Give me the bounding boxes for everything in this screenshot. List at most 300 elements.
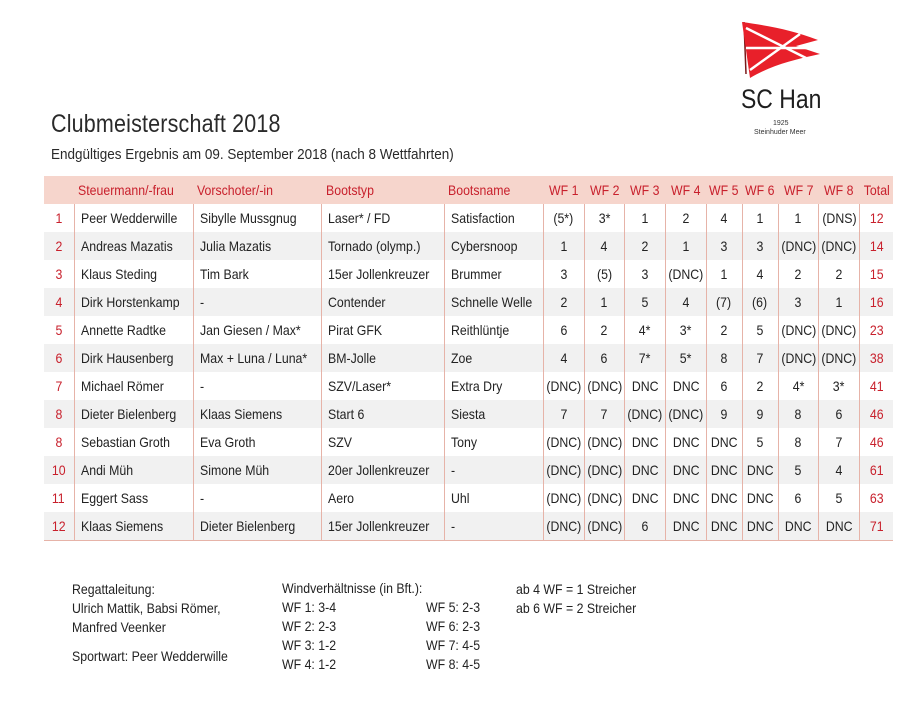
race-result-cell [706,204,742,232]
cell-text: 14 [869,238,884,254]
race-result-cell [742,232,778,260]
race-result-cell [819,428,860,456]
cell-text: DNC [710,518,738,534]
race-result-cell [778,316,819,344]
column-header [193,176,322,204]
cell-text: Michael Römer [80,378,164,394]
race-result-cell [625,344,666,372]
cell-text: Annette Radtke [80,322,166,338]
cell-text: 4 [55,294,63,310]
boat-name-cell [444,512,543,541]
race-result-cell [625,456,666,484]
table-row [44,288,893,316]
cell-text: 3 [720,238,728,254]
boat-type-cell [322,484,444,512]
cell-text: DNC [672,378,700,394]
race-result-cell [742,344,778,372]
cell-text: (6) [752,294,768,310]
cell-text: 3 [794,294,802,310]
cell-text: DNC [746,462,774,478]
table-row [44,204,893,232]
cell-text: (DNC) [586,490,622,506]
cell-text: 2 [55,238,63,254]
race-result-cell [742,512,778,541]
cell-text: 5 [756,434,764,450]
column-header [706,176,742,204]
race-result-cell [819,316,860,344]
boat-name-cell [444,372,543,400]
boat-type-cell [322,232,444,260]
cell-text: Pirat GFK [328,322,383,338]
race-result-cell [625,484,666,512]
wind-entry: WF 2: 2-3 [282,618,337,634]
crew-cell [193,372,322,400]
cell-text: - [199,490,204,506]
cell-text: 38 [869,350,884,366]
cell-text: 6 [560,322,568,338]
race-result-cell [706,316,742,344]
crew-cell [193,484,322,512]
cell-text: 7 [600,406,608,422]
race-result-cell [625,372,666,400]
race-result-cell [543,428,584,456]
race-result-cell [584,428,625,456]
cell-text: Eggert Sass [80,490,148,506]
cell-text: Klaas Siemens [80,518,163,534]
column-header-label: Total [863,182,890,198]
cell-text: Aero [328,490,355,506]
table-row [44,512,893,541]
race-result-cell [543,400,584,428]
boat-name-cell [444,260,543,288]
cell-text: Zoe [450,350,472,366]
race-result-cell [665,204,706,232]
cell-text: 3 [560,266,568,282]
total-cell [859,344,893,372]
race-result-cell [706,512,742,541]
race-result-cell [778,484,819,512]
race-result-cell [819,288,860,316]
cell-text: Sebastian Groth [80,434,170,450]
cell-text: 3* [679,322,692,338]
race-result-cell [584,232,625,260]
race-result-cell [665,232,706,260]
cell-text: (DNC) [586,518,622,534]
cell-text: 12 [869,210,884,226]
cell-text: Uhl [450,490,470,506]
column-header-label: Bootstyp [325,182,374,198]
cell-text: - [450,518,455,534]
cell-text: 16 [869,294,884,310]
race-result-cell [584,344,625,372]
cell-text: (DNC) [821,350,857,366]
table-row [44,428,893,456]
rank-cell [44,484,74,512]
cell-text: 8 [720,350,728,366]
race-result-cell [665,400,706,428]
race-result-cell [625,428,666,456]
cell-text: 2 [756,378,764,394]
boat-name-cell [444,204,543,232]
race-result-cell [665,372,706,400]
rank-cell [44,204,74,232]
cell-text: 5 [756,322,764,338]
boat-type-cell [322,512,444,541]
race-result-cell [665,512,706,541]
cell-text: (7) [716,294,732,310]
cell-text: 9 [720,406,728,422]
wind-block-right [426,598,487,674]
cell-text: 5* [679,350,692,366]
cell-text: (DNC) [780,238,816,254]
column-header [665,176,706,204]
cell-text: Eva Groth [199,434,255,450]
cell-text: Klaus Steding [80,266,157,282]
race-result-cell [584,484,625,512]
wind-entry: WF 8: 4-5 [426,656,481,672]
race-result-cell [706,288,742,316]
cell-text: (DNC) [586,434,622,450]
cell-text: DNC [631,378,659,394]
cell-text: 2 [720,322,728,338]
cell-text: Dieter Bielenberg [80,406,176,422]
race-result-cell [819,260,860,288]
cell-text: 6 [641,518,649,534]
rank-cell [44,428,74,456]
total-cell [859,512,893,541]
cell-text: SZV [328,434,353,450]
rank-cell [44,232,74,260]
crew-cell [193,428,322,456]
cell-text: Extra Dry [450,378,502,394]
race-result-cell [742,372,778,400]
cell-text: Klaas Siemens [199,406,282,422]
total-cell [859,260,893,288]
helm-cell [74,484,193,512]
cell-text: Tornado (olymp.) [328,238,421,254]
cell-text: (DNS) [821,210,857,226]
cell-text: BM-Jolle [328,350,377,366]
total-cell [859,372,893,400]
column-header [444,176,543,204]
race-result-cell [819,344,860,372]
cell-text: 8 [55,406,63,422]
sportwart-label: Sportwart: Peer Wedderwille [72,648,228,664]
table-body [44,204,893,541]
cell-text: - [450,462,455,478]
boat-type-cell [322,316,444,344]
cell-text: 5 [835,490,843,506]
race-result-cell [584,400,625,428]
cell-text: 3* [833,378,845,394]
race-result-cell [819,456,860,484]
cell-text: DNC [672,462,700,478]
column-header [625,176,666,204]
race-result-cell [742,260,778,288]
race-result-cell [819,372,860,400]
helm-cell [74,428,193,456]
total-cell [859,288,893,316]
cell-text: Siesta [450,406,485,422]
cell-text: 23 [869,322,884,338]
race-result-cell [778,456,819,484]
cell-text: DNC [710,434,738,450]
cell-text: 15 [869,266,884,282]
cell-text: 20er Jollenkreuzer [328,462,430,478]
cell-text: DNC [746,518,774,534]
rank-cell [44,344,74,372]
race-result-cell [625,316,666,344]
boat-name-cell [444,288,543,316]
column-header-label: WF 6 [745,182,775,198]
cell-text: 3 [641,266,649,282]
helm-cell [74,400,193,428]
column-header-label: Bootsname [448,182,511,198]
flag-burgee [742,22,820,78]
cell-text: Andi Müh [80,462,133,478]
helm-cell [74,288,193,316]
helm-cell [74,260,193,288]
boat-name-cell [444,232,543,260]
cell-text: (5) [596,266,612,282]
cell-text: 41 [869,378,884,394]
cell-text: 4 [756,266,764,282]
cell-text: Laser* / FD [328,210,391,226]
cell-text: Reithlüntje [450,322,509,338]
cell-text: Simone Müh [199,462,269,478]
race-result-cell [665,456,706,484]
boat-name-cell [444,316,543,344]
cell-text: Brummer [450,266,502,282]
race-result-cell [778,512,819,541]
cell-text: (DNC) [546,462,582,478]
boat-type-cell [322,260,444,288]
cell-text: 6 [600,350,608,366]
race-result-cell [543,512,584,541]
cell-text: 1 [600,294,608,310]
cell-text: 6 [794,490,802,506]
streicher-rule: ab 6 WF = 2 Streicher [516,600,637,616]
race-result-cell [819,484,860,512]
cell-text: 7 [55,378,63,394]
cell-text: 1 [835,294,843,310]
cell-text: Start 6 [328,406,365,422]
crew-cell [193,400,322,428]
cell-text: DNC [710,490,738,506]
race-result-cell [778,428,819,456]
cell-text: 61 [869,462,884,478]
race-result-cell [778,400,819,428]
cell-text: DNC [825,518,853,534]
column-header-label: WF 3 [630,182,660,198]
cell-text: Julia Mazatis [199,238,271,254]
cell-text: DNC [672,490,700,506]
cell-text: 2 [600,322,608,338]
race-result-cell [584,288,625,316]
cell-text: 4 [835,462,843,478]
cell-text: Dieter Bielenberg [199,518,295,534]
crew-cell [193,288,322,316]
cell-text: DNC [631,462,659,478]
table-row [44,372,893,400]
race-result-cell [665,260,706,288]
total-cell [859,204,893,232]
cell-text: 2 [682,210,690,226]
race-result-cell [742,316,778,344]
race-result-cell [706,484,742,512]
race-result-cell [706,232,742,260]
cell-text: (DNC) [668,266,704,282]
column-header-label: Steuermann/-frau [78,182,174,198]
cell-text: 8 [794,406,802,422]
boat-type-cell [322,344,444,372]
race-result-cell [543,204,584,232]
cell-text: 1 [641,210,649,226]
total-cell [859,232,893,260]
streicher-block [516,580,653,618]
race-result-cell [625,400,666,428]
race-result-cell [665,428,706,456]
rank-cell [44,288,74,316]
cell-text: DNC [672,434,700,450]
rank-cell [44,260,74,288]
club-name: SC Han [741,84,822,114]
rank-cell [44,512,74,541]
race-result-cell [778,260,819,288]
race-result-cell [625,232,666,260]
cell-text: 8 [794,434,802,450]
race-result-cell [742,400,778,428]
column-header [778,176,819,204]
race-result-cell [742,204,778,232]
helm-cell [74,316,193,344]
column-header [742,176,778,204]
race-result-cell [584,316,625,344]
cell-text: 4* [639,322,651,338]
column-header [543,176,584,204]
wind-entry: WF 5: 2-3 [426,599,481,615]
cell-text: DNC [746,490,774,506]
race-result-cell [543,484,584,512]
boat-type-cell [322,456,444,484]
cell-text: Dirk Hausenberg [80,350,173,366]
boat-name-cell [444,428,543,456]
race-result-cell [665,344,706,372]
cell-text: 7 [756,350,764,366]
cell-text: SZV/Laser* [328,378,392,394]
cell-text: Max + Luna / Luna* [199,350,307,366]
race-result-cell [625,288,666,316]
cell-text: 2 [560,294,568,310]
table-row [44,260,893,288]
cell-text: Andreas Mazatis [80,238,173,254]
race-result-cell [665,288,706,316]
boat-name-cell [444,400,543,428]
cell-text: Satisfaction [450,210,515,226]
cell-text: 4 [600,238,608,254]
column-header [859,176,893,204]
column-header-label: WF 4 [670,182,701,198]
boat-type-cell [322,372,444,400]
cell-text: (DNC) [546,490,582,506]
helm-cell [74,344,193,372]
helm-cell [74,232,193,260]
race-result-cell [584,456,625,484]
cell-text: 7 [835,434,843,450]
boat-name-cell [444,484,543,512]
cell-text: 4 [682,294,690,310]
cell-text: (DNC) [821,322,857,338]
cell-text: DNC [784,518,812,534]
cell-text: 10 [51,462,66,478]
cell-text: 4 [720,210,728,226]
race-result-cell [584,204,625,232]
cell-text: 2 [835,266,843,282]
cell-text: 4* [792,378,805,394]
cell-text: DNC [672,518,700,534]
race-result-cell [778,204,819,232]
cell-text: (DNC) [586,462,622,478]
race-result-cell [706,344,742,372]
crew-cell [193,316,322,344]
table-row [44,316,893,344]
race-result-cell [706,428,742,456]
cell-text: (DNC) [546,518,582,534]
boat-type-cell [322,400,444,428]
race-result-cell [584,260,625,288]
boat-name-cell [444,456,543,484]
total-cell [859,316,893,344]
cell-text: Cybersnoop [450,238,517,254]
helm-cell [74,204,193,232]
race-result-cell [819,232,860,260]
cell-text: (DNC) [546,378,582,394]
regatta-block [72,580,249,666]
cell-text: 2 [641,238,649,254]
column-header-label: WF 1 [548,182,579,198]
column-header-label: WF 2 [589,182,620,198]
cell-text: 12 [51,518,66,534]
race-result-cell [778,288,819,316]
wind-entry: WF 1: 3-4 [282,599,337,615]
regatta-name-line: Manfred Veenker [72,619,166,635]
cell-text: 6 [55,350,63,366]
race-result-cell [742,456,778,484]
cell-text: Tim Bark [199,266,249,282]
race-result-cell [543,232,584,260]
column-header-rank [44,176,74,204]
regatta-name-line: Ulrich Mattik, Babsi Römer, [72,600,221,616]
race-result-cell [778,372,819,400]
race-result-cell [706,372,742,400]
cell-text: Jan Giesen / Max* [199,322,301,338]
race-result-cell [543,288,584,316]
club-year: 1925 [773,120,789,127]
cell-text: - [199,378,204,394]
cell-text: 1 [55,210,63,226]
cell-text: 1 [720,266,728,282]
cell-text: (5*) [553,210,574,226]
race-result-cell [625,512,666,541]
cell-text: 6 [720,378,728,394]
race-result-cell [819,400,860,428]
crew-cell [193,344,322,372]
wind-entry: WF 3: 1-2 [282,637,337,653]
cell-text: 15er Jollenkreuzer [328,518,430,534]
crew-cell [193,232,322,260]
cell-text: 63 [869,490,884,506]
cell-text: 5 [641,294,649,310]
